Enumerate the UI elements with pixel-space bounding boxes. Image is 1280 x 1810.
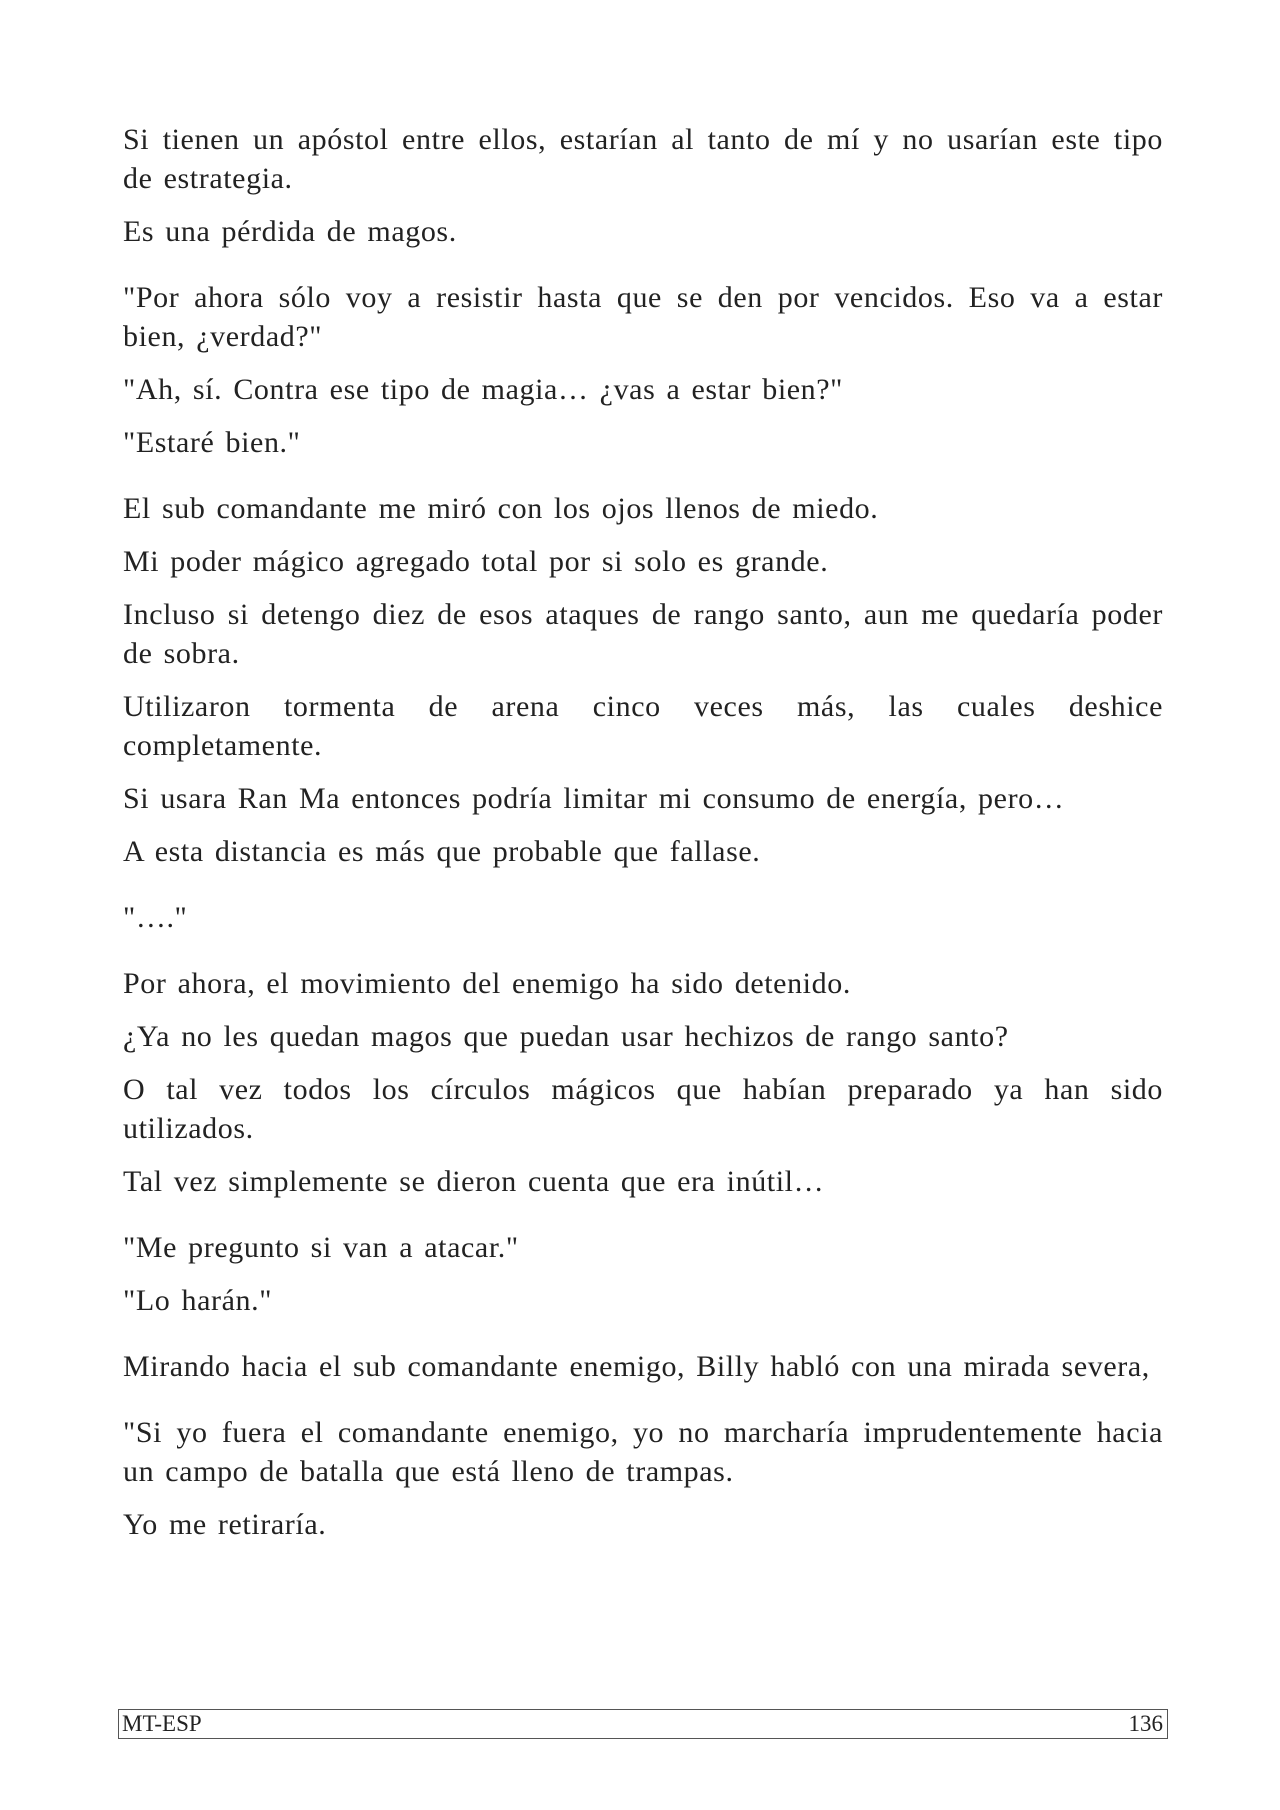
paragraph: "Estaré bien." [123, 426, 301, 459]
paragraph: "Lo harán." [123, 1284, 273, 1317]
page-number: 136 [1128, 1711, 1163, 1736]
paragraph: El sub comandante me miró con los ojos llenos de miedo. [123, 492, 879, 525]
footer-label: MT-ESP [122, 1711, 202, 1736]
page-body [123, 120, 1163, 1544]
paragraph: "Me pregunto si van a atacar." [123, 1231, 519, 1264]
paragraph: Si tienen un apóstol entre ellos, estarían al tanto de mí y no usarían este tipo de estrategia. [123, 123, 1163, 195]
paragraph: Utilizaron tormenta de arena cinco veces más, las cuales deshice completamente. [123, 690, 1163, 762]
paragraph: ¿Ya no les quedan magos que puedan usar hechizos de rango santo? [123, 1020, 1009, 1053]
paragraph: Mirando hacia el sub comandante enemigo, Billy habló con una mirada severa, [123, 1350, 1150, 1383]
paragraph: O tal vez todos los círculos mágicos que habían preparado ya han sido utilizados. [123, 1073, 1163, 1145]
paragraph: "Si yo fuera el comandante enemigo, yo no marcharía imprudentemente hacia un campo de batalla que está lleno de trampas. [123, 1416, 1163, 1488]
paragraph: "Por ahora sólo voy a resistir hasta que se den por vencidos. Eso va a estar bien, ¿verdad?" [123, 281, 1163, 353]
paragraph: "Ah, sí. Contra ese tipo de magia… ¿vas a estar bien?" [123, 373, 844, 406]
paragraph: Tal vez simplemente se dieron cuenta que era inútil… [123, 1165, 825, 1198]
paragraph: "…." [123, 901, 188, 934]
paragraph: Yo me retiraría. [123, 1508, 327, 1541]
page-footer [118, 1709, 1168, 1739]
paragraph: Si usara Ran Ma entonces podría limitar mi consumo de energía, pero… [123, 782, 1065, 815]
paragraph: Incluso si detengo diez de esos ataques de rango santo, aun me quedaría poder de sobra. [123, 598, 1163, 670]
paragraph: Por ahora, el movimiento del enemigo ha sido detenido. [123, 967, 851, 1000]
paragraph: Es una pérdida de magos. [123, 215, 457, 248]
paragraph: A esta distancia es más que probable que fallase. [123, 835, 761, 868]
paragraph: Mi poder mágico agregado total por si solo es grande. [123, 545, 829, 578]
